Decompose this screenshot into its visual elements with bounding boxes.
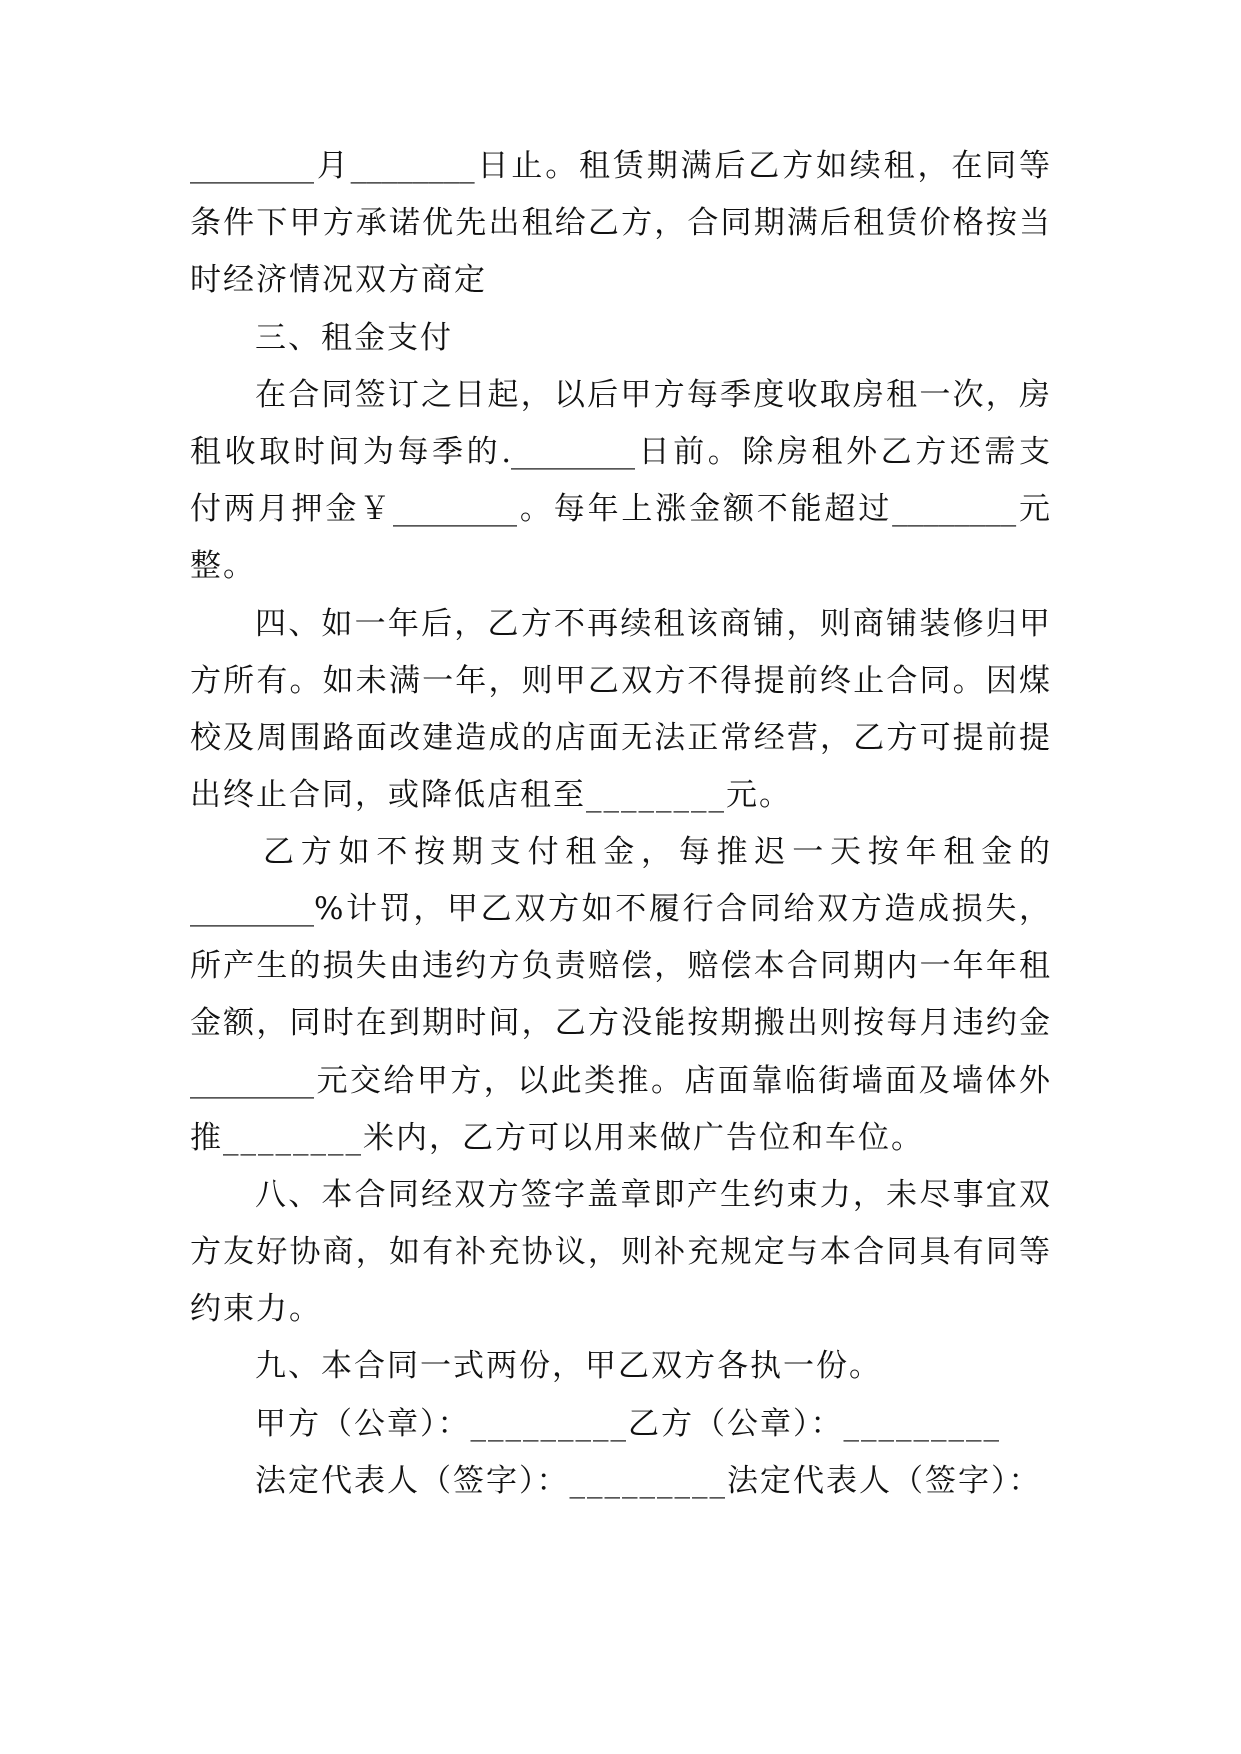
text-line-16: 金额，同时在到期时间，乙方没能按期搬出则按每月违约金 [190, 1005, 1050, 1041]
section-heading-rent-payment: 三、租金支付 [255, 320, 453, 356]
text-line-20: 方友好协商，如有补充协议，则补充规定与本合同具有同等 [190, 1234, 1050, 1270]
text-line-11: 校及周围路面改建造成的店面无法正常经营，乙方可提前提 [190, 720, 1050, 756]
text-line-7: 付两月押金￥________。每年上涨金额不能超过________元 [190, 491, 1050, 527]
text-line-15: 所产生的损失由违约方负责赔偿，赔偿本合同期内一年年租 [190, 948, 1050, 984]
text-line-12: 出终止合同，或降低店租至________元。 [190, 777, 792, 813]
text-line-1: ________月________日止。租赁期满后乙方如续租，在同等 [190, 148, 1050, 184]
text-line-8: 整。 [190, 548, 256, 584]
text-line-17: ________元交给甲方，以此类推。店面靠临街墙面及墙体外 [190, 1063, 1050, 1099]
text-line-10: 方所有。如未满一年，则甲乙双方不得提前终止合同。因煤 [190, 663, 1050, 699]
text-line-5: 在合同签订之日起，以后甲方每季度收取房租一次，房 [255, 377, 1050, 413]
text-line-22: 九、本合同一式两份，甲乙双方各执一份。 [255, 1348, 882, 1384]
text-line-19: 八、本合同经双方签字盖章即产生约束力，未尽事宜双 [255, 1177, 1050, 1213]
text-line-13: 乙方如不按期支付租金，每推迟一天按年租金的 [263, 834, 1050, 870]
text-line-18: 推________米内，乙方可以用来做广告位和车位。 [190, 1120, 924, 1156]
text-line-14: ________%计罚，甲乙双方如不履行合同给双方造成损失， [190, 891, 1050, 927]
text-line-6: 租收取时间为每季的.________日前。除房租外乙方还需支 [190, 434, 1050, 470]
signature-line-representative: 法定代表人（签字）：_________法定代表人（签字）： [255, 1463, 1042, 1499]
text-line-3: 时经济情况双方商定 [190, 262, 487, 298]
text-line-21: 约束力。 [190, 1291, 322, 1327]
text-line-2: 条件下甲方承诺优先出租给乙方，合同期满后租赁价格按当 [190, 205, 1050, 241]
signature-line-seal: 甲方（公章）：_________乙方（公章）：_________ [255, 1406, 1001, 1442]
text-line-9: 四、如一年后，乙方不再续租该商铺，则商铺装修归甲 [255, 606, 1050, 642]
